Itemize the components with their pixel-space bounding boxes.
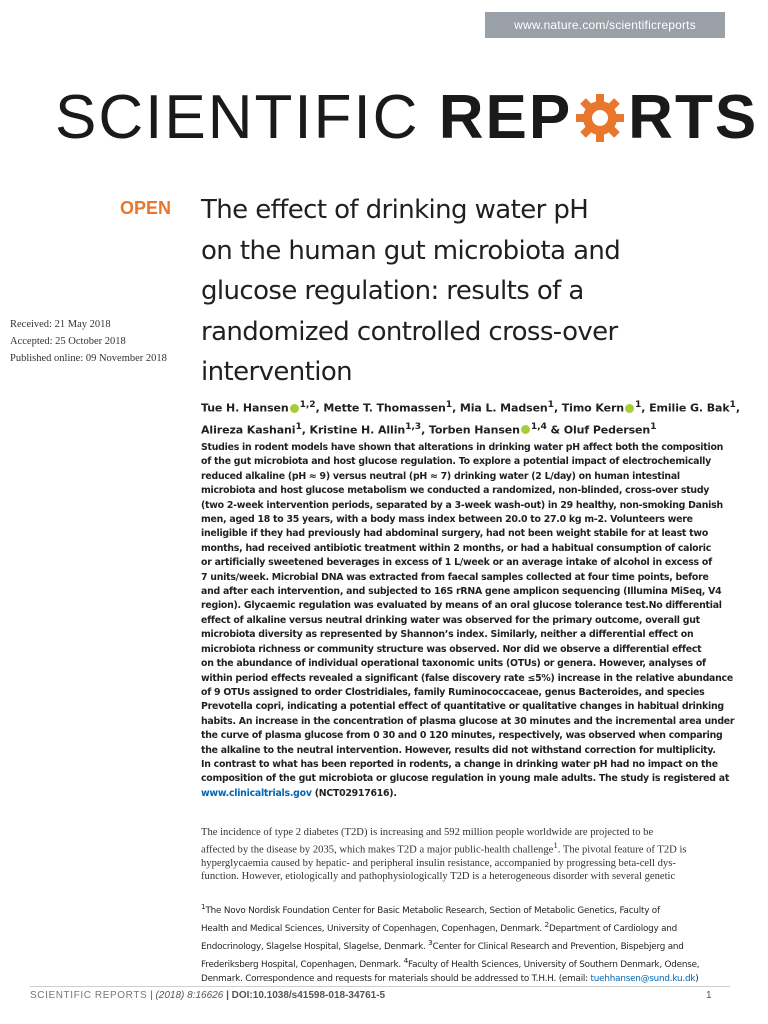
journal-masthead	[55, 82, 758, 154]
orcid-icon[interactable]	[521, 425, 530, 434]
abstract-line: the alkaline to the neutral intervention. However, results did not withstand correction for multiplicity.	[201, 744, 716, 756]
footer-doi[interactable]: | DOI:10.1038/s41598-018-34761-5	[223, 990, 386, 1001]
body-line	[201, 839, 731, 857]
footer-citation: (2018) 8:16626	[155, 990, 224, 1001]
footnote-text: Denmark. Correspondence and requests for materials should be addressed to T.H.H. (email:	[201, 973, 591, 984]
affiliation-sup: 1	[650, 420, 657, 432]
title-line: on the human gut microbiota and	[201, 235, 621, 266]
affiliation-sup: 1	[635, 399, 642, 410]
affiliation-sup: 1	[445, 399, 453, 410]
abstract-line: men, aged 18 to 35 years, with a body mass index between 20.0 to 27.0 kg m-2. Volunteers were	[201, 514, 693, 526]
affiliation-sup: 1	[547, 399, 554, 410]
page-number: 1	[706, 990, 712, 1001]
author-name[interactable]: , Emilie G. Bak	[641, 401, 730, 415]
abstract-line: Prevotella copri, indicating a potential effect of quantitative or qualitative changes in habitual drinking	[201, 701, 724, 713]
abstract-line: (two 2-week intervention periods, separated by a 3-week wash-out) in 29 healthy, non-smoking Danish	[201, 499, 723, 511]
author-name[interactable]: Alireza Kashani	[201, 423, 296, 437]
footnote-line	[201, 954, 731, 972]
footnote-line	[201, 900, 731, 918]
gear-icon	[574, 88, 626, 140]
affiliation-sup: 1,2	[299, 399, 316, 410]
author-name[interactable]: , Mia L. Madsen	[452, 401, 548, 415]
abstract-line: within period effects revealed a significant (false discovery rate ≤5%) increase in the relative abundance	[201, 672, 733, 684]
affiliation-sup: 4	[403, 955, 409, 965]
footnote-line	[201, 918, 731, 936]
article-title	[201, 190, 741, 393]
abstract-line: habits. An increase in the concentration of plasma glucose at 30 minutes and the incremental area under	[201, 715, 735, 727]
title-line: The effect of drinking water pH	[201, 195, 589, 225]
published-date: Published online: 09 November 2018	[10, 353, 167, 364]
journal-url[interactable]: www.nature.com/scientificreports	[485, 12, 725, 38]
footnote-text: )	[695, 973, 699, 984]
abstract	[201, 441, 735, 801]
affiliation-sup: 1	[729, 399, 736, 410]
abstract-line: microbiota diversity as represented by Shannon’s index. Similarly, neither a differential effect on	[201, 629, 694, 641]
author-name[interactable]: , Torben Hansen	[421, 423, 520, 437]
masthead-scientific: SCIENTIFIC	[55, 83, 439, 152]
body-text	[201, 826, 731, 883]
reference-sup[interactable]: 1	[553, 840, 558, 851]
footnote-text: Health and Medical Sciences, University of Copenhagen, Copenhagen, Denmark.	[201, 923, 545, 934]
abstract-line	[201, 787, 731, 801]
open-access-badge: OPEN	[120, 198, 172, 218]
body-text-span: affected by the disease by 2035, which makes T2D a major public-health challenge	[201, 844, 554, 856]
footnote-text: Faculty of Health Sciences, University of Southern Denmark, Odense,	[408, 959, 700, 970]
author-line	[201, 396, 740, 418]
masthead-rep: REP	[438, 83, 573, 152]
abstract-line: and after each intervention, and subjected to 16S rRNA gene amplicon sequencing (Illumina MiSeq, V4	[201, 586, 722, 598]
affiliation-sup: 3	[428, 937, 433, 947]
footnote-text: Frederiksberg Hospital, Copenhagen, Denmark.	[201, 959, 404, 970]
footer-divider	[30, 986, 730, 987]
abstract-line: months, had received antibiotic treatment within 2 months, or had a habitual consumption of caloric	[201, 542, 712, 554]
email-link[interactable]: tuehhansen@sund.ku.dk	[590, 973, 696, 984]
body-line: function. However, etiologically and pathophysiologically T2D is a heterogeneous disorder with several genetic	[201, 871, 676, 883]
title-line: intervention	[201, 357, 353, 387]
clinicaltrials-link[interactable]: www.clinicaltrials.gov	[201, 787, 312, 799]
abstract-line: of the gut microbiota and host glucose regulation. To explore a potential impact of electrochemically	[201, 456, 711, 468]
footnote-text: Endocrinology, Slagelse Hospital, Slagelse, Denmark.	[201, 941, 429, 952]
footnote-text: The Novo Nordisk Foundation Center for Basic Metabolic Research, Section of Metabolic Genetics, Faculty of	[205, 905, 660, 916]
abstract-line: 7 units/week. Microbial DNA was extracted from faecal samples collected at four time points, before	[201, 571, 709, 583]
footnote-line	[201, 936, 731, 954]
abstract-line: region). Glycaemic regulation was evaluated by means of an oral glucose tolerance test.No differential	[201, 600, 722, 612]
author-separator: ,	[735, 401, 740, 415]
received-date: Received: 21 May 2018	[10, 319, 111, 330]
registration-id: (NCT02917616).	[311, 787, 397, 799]
abstract-line: effect of alkaline versus neutral drinking water was observed for the primary outcome, overall gut	[201, 614, 700, 626]
affiliation-sup: 1,4	[530, 420, 547, 432]
author-name[interactable]: & Oluf Pedersen	[546, 423, 651, 437]
footnote-text: Department of Cardiology and	[549, 923, 678, 934]
title-line: randomized controlled cross-over	[201, 316, 618, 347]
author-name[interactable]: , Kristine H. Allin	[301, 423, 406, 437]
abstract-line: In contrast to what has been reported in rodents, a change in drinking water pH had no impact on the	[201, 758, 718, 770]
body-text-span: . The pivotal feature of T2D is	[557, 844, 687, 856]
author-name[interactable]: Tue H. Hansen	[201, 401, 289, 415]
abstract-line: ineligible if they had previously had abdominal surgery, had not been weight stabile for at least two	[201, 528, 709, 540]
affiliation-sup: 2	[544, 919, 549, 929]
affiliations-footnote	[201, 900, 731, 986]
body-line: The incidence of type 2 diabetes (T2D) is increasing and 592 million people worldwide are projected to be	[201, 827, 654, 838]
orcid-icon[interactable]	[290, 404, 299, 413]
body-line: hyperglycaemia caused by hepatic- and peripheral insulin resistance, accompanied by progressing beta-cell dys-	[201, 857, 676, 869]
abstract-line: of 9 OTUs assigned to order Clostridiales, family Ruminococcaceae, genus Bacteroides, and species	[201, 686, 705, 698]
abstract-line: or artificially sweetened beverages in excess of 1 L/week or an average intake of alcohol in excess of	[201, 557, 712, 569]
author-list	[201, 396, 740, 439]
title-line: glucose regulation: results of a	[201, 276, 584, 306]
footer-separator: |	[147, 990, 156, 1001]
abstract-line: microbiota and host glucose metabolism we conducted a randomized, non-blinded, cross-over study	[201, 485, 710, 497]
author-line	[201, 418, 721, 440]
author-name[interactable]: , Timo Kern	[553, 401, 625, 415]
footer-journal: SCIENTIFIC REPORTS	[30, 990, 148, 1001]
footnote-line	[201, 972, 731, 986]
affiliation-sup: 1	[295, 420, 302, 432]
author-name[interactable]: , Mette T. Thomassen	[315, 401, 446, 415]
article-dates	[10, 316, 167, 367]
footnote-text: Center for Clinical Research and Prevention, Bispebjerg and	[432, 941, 684, 952]
abstract-line: microbiota richness or community structure was observed. Nor did we observe a differential effect	[201, 643, 702, 655]
affiliation-sup: 1	[201, 902, 206, 911]
abstract-line: Studies in rodent models have shown that alterations in drinking water pH affect both the composition	[201, 442, 724, 453]
abstract-line: reduced alkaline (pH ≈ 9) versus neutral (pH ≈ 7) drinking water (2 L/day) on human intestinal	[201, 470, 680, 482]
abstract-line: on the abundance of individual operational taxonomic units (OTUs) or genera. However, analyses of	[201, 658, 706, 670]
abstract-line: the curve of plasma glucose from 0 30 and 0 120 minutes, respectively, was observed when comparing	[201, 730, 723, 742]
accepted-date: Accepted: 25 October 2018	[10, 336, 126, 347]
affiliation-sup: 1,3	[405, 420, 422, 432]
orcid-icon[interactable]	[625, 404, 634, 413]
masthead-rts: RTS	[628, 83, 759, 152]
page-footer	[30, 990, 385, 1001]
abstract-line: composition of the gut microbiota or glucose regulation in young male adults. The study is registered at	[201, 773, 730, 785]
